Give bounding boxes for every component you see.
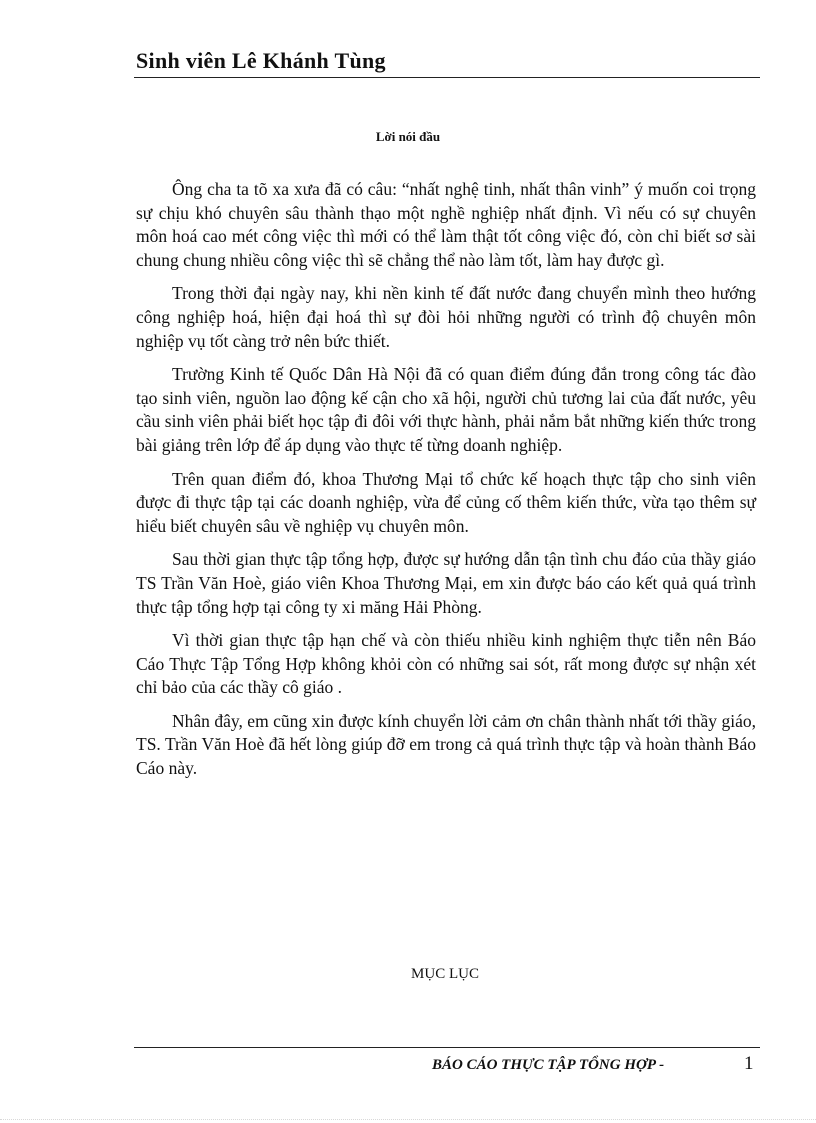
paragraph: Trong thời đại ngày nay, khi nền kinh tế đất nước đang chuyển mình theo hướng công nghiệp hoá, hiện đại hoá thì sự đòi hỏi những người có trình độ chuyên môn nghiệp vụ tốt càng trở nên bức thiết. xyxy=(136,283,756,351)
page-bottom-edge xyxy=(0,1119,816,1120)
paragraph: Vì thời gian thực tập hạn chế và còn thiếu nhiều kinh nghiệm thực tiễn nên Báo Cáo Thực Tập Tổng Hợp không khỏi còn có những sai sót, rất mong được sự nhận xét chỉ bảo của các thầy cô giáo . xyxy=(136,630,756,698)
page-number: 1 xyxy=(744,1053,754,1074)
preface-heading: Lời nói đầu xyxy=(375,129,441,144)
footer-report-title: BÁO CÁO THỰC TẬP TỔNG HỢP - xyxy=(432,1057,665,1073)
paragraph: Ông cha ta tõ xa xưa đã có câu: “nhất nghệ tinh, nhất thân vinh” ý muốn coi trọng sự chịu khó chuyên sâu thành thạo một nghề nghiệp nhất định. Vì nếu có sự chuyên môn hoá cao mét công việc thì mới có thể làm thật tốt công việc đó, còn chỉ biết sơ sài chung chung nhiều công việc thì sẽ chẳng thể nào làm tốt, làm hay được gì. xyxy=(136,179,756,270)
paragraph: Trường Kinh tế Quốc Dân Hà Nội đã có quan điểm đúng đắn trong công tác đào tạo sinh viên, nguồn lao động kế cận cho xã hội, người chủ tương lai của đất nước, yêu cầu sinh viên phải biết học tập đi đôi với thực hành, phải nắm bắt những kiến thức trong bài giảng trên lớp để áp dụng vào thực tế từng doanh nghiệp. xyxy=(136,364,756,455)
paragraph: Nhân đây, em cũng xin được kính chuyển lời cảm ơn chân thành nhất tới thầy giáo, TS. Trần Văn Hoè đã hết lòng giúp đỡ em trong cả quá trình thực tập và hoàn thành Báo Cáo này. xyxy=(136,710,756,779)
toc-heading: MỤC LỤC xyxy=(411,966,479,982)
paragraph: Sau thời gian thực tập tổng hợp, được sự hướng dẫn tận tình chu đáo của thầy giáo TS Trần Văn Hoè, giáo viên Khoa Thương Mại, em xin được báo cáo kết quả quá trình thực tập tổng hợp tại công ty xi măng Hải Phòng. xyxy=(136,549,756,617)
footer-divider xyxy=(134,1047,760,1048)
header-divider xyxy=(134,77,760,78)
header-author: Sinh viên Lê Khánh Tùng xyxy=(136,48,386,73)
preface-body xyxy=(136,178,756,791)
paragraph: Trên quan điểm đó, khoa Thương Mại tổ chức kế hoạch thực tập cho sinh viên được đi thực tập tại các doanh nghiệp, vừa để củng cố thêm kiến thức, vừa tạo thêm sự hiểu biết chuyên sâu về nghiệp vụ chuyên môn. xyxy=(136,468,756,536)
